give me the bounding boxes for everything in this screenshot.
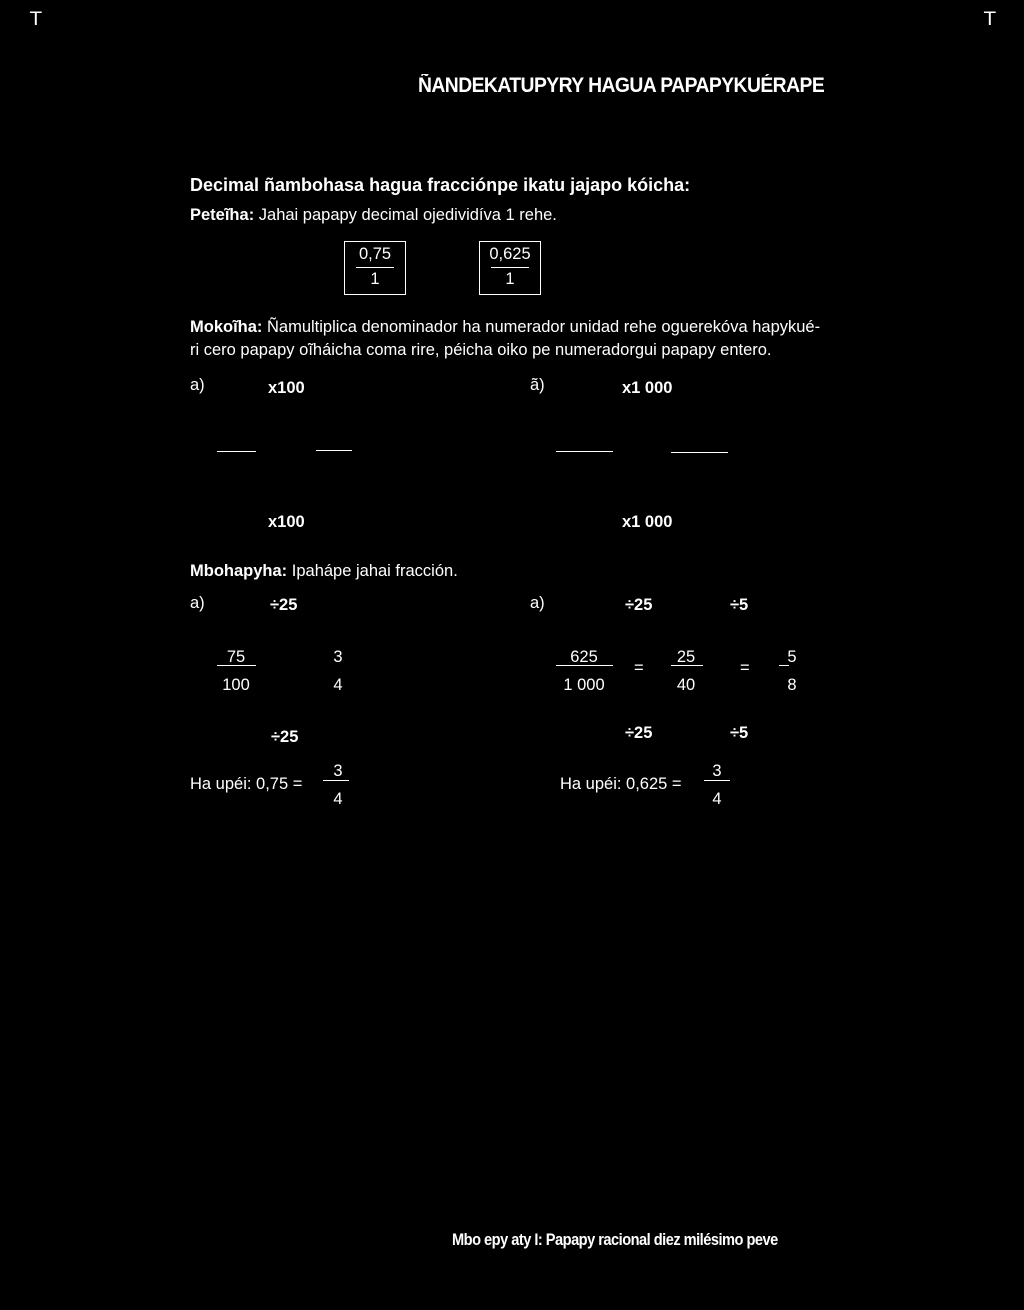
fraction-bar: [323, 780, 349, 781]
fraction-denominator: 1: [505, 270, 515, 288]
result-text-a: Ha upéi: 0,75 =: [190, 775, 303, 793]
multiplier-bottom-b: x1 000: [622, 513, 673, 531]
fraction-bar: [704, 780, 730, 781]
fraction-bar: [217, 665, 256, 666]
page-footer: Mbo epy aty I: Papapy racional diez milésimo peve: [452, 1230, 778, 1249]
step2-paragraph-line2: ri cero papapy oĩháicha coma rire, péicha oiko pe numeradorgui papapy entero.: [190, 341, 772, 359]
fraction-numerator: 25: [676, 648, 696, 666]
divisor1-bottom-b: ÷25: [625, 724, 653, 742]
corner-mark-left: T: [30, 8, 42, 30]
blank-fraction-bar: [316, 450, 352, 451]
divisor1-top-b: ÷25: [625, 596, 653, 614]
fraction-box-0-75: [344, 241, 406, 295]
fraction-bar: [556, 665, 613, 666]
step2-part-a-letter: a): [190, 376, 205, 394]
fraction-denominator: 8: [787, 676, 797, 694]
fraction-box-0-625: [479, 241, 541, 295]
multiplier-top-a: x100: [268, 379, 305, 397]
blank-fraction-bar: [217, 451, 256, 452]
multiplier-top-b: x1 000: [622, 379, 673, 397]
fraction-denominator: 4: [333, 676, 343, 694]
step1-text: Jahai papapy decimal ojedividíva 1 rehe.: [254, 206, 557, 224]
divisor2-top-b: ÷5: [730, 596, 749, 614]
step2-paragraph-line1: [190, 318, 820, 337]
divisor-bottom-a: ÷25: [271, 728, 299, 746]
step2-text-line1: Ñamultiplica denominador ha numerador unidad rehe oguerekóva hapykué-: [262, 318, 821, 336]
fraction-numerator: 625: [570, 648, 598, 666]
fraction-numerator: 3: [712, 762, 722, 780]
divisor2-bottom-b: ÷5: [730, 724, 749, 742]
fraction-denominator: 100: [222, 676, 250, 694]
step3-part-b-letter: a): [530, 594, 545, 612]
step3-part-a-letter: a): [190, 594, 205, 612]
fraction-numerator: 75: [226, 648, 246, 666]
equals-sign: =: [740, 659, 750, 677]
step3-label: Mbohapyha:: [190, 562, 288, 580]
blank-fraction-bar: [671, 452, 728, 453]
fraction-numerator: 3: [333, 648, 343, 666]
fraction-denominator: 1 000: [563, 676, 605, 694]
divisor-top-a: ÷25: [270, 596, 298, 614]
section-heading: Decimal ñambohasa hagua fracciónpe ikatu jajapo kóicha:: [190, 175, 691, 195]
result-text-b: Ha upéi: 0,625 =: [560, 775, 682, 793]
page-title: ÑANDEKATUPYRY HAGUA PAPAPYKUÉRAPE: [418, 74, 825, 97]
fraction-bar: [356, 267, 394, 268]
step3-text: Ipahápe jahai fracción.: [287, 562, 458, 580]
step2-part-b-letter: ã): [530, 376, 545, 394]
multiplier-bottom-a: x100: [268, 513, 305, 531]
fraction-bar: [671, 665, 703, 666]
step1-label: Peteĩha:: [190, 206, 255, 224]
fraction-bar: [779, 665, 789, 666]
fraction-denominator: 4: [333, 790, 343, 808]
blank-fraction-bar: [556, 451, 613, 452]
fraction-numerator: 3: [333, 762, 343, 780]
fraction-numerator: 0,625: [489, 245, 531, 263]
fraction-bar: [491, 267, 529, 268]
corner-mark-right: T: [984, 8, 996, 30]
fraction-denominator: 1: [370, 270, 380, 288]
fraction-numerator: 0,75: [358, 245, 392, 263]
step3-paragraph: [190, 562, 458, 581]
fraction-denominator: 4: [712, 790, 722, 808]
fraction-denominator: 40: [676, 676, 696, 694]
fraction-numerator: 5: [787, 648, 797, 666]
step2-label: Mokoĩha:: [190, 318, 263, 336]
equals-sign: =: [634, 659, 644, 677]
step1-paragraph: [190, 206, 557, 225]
